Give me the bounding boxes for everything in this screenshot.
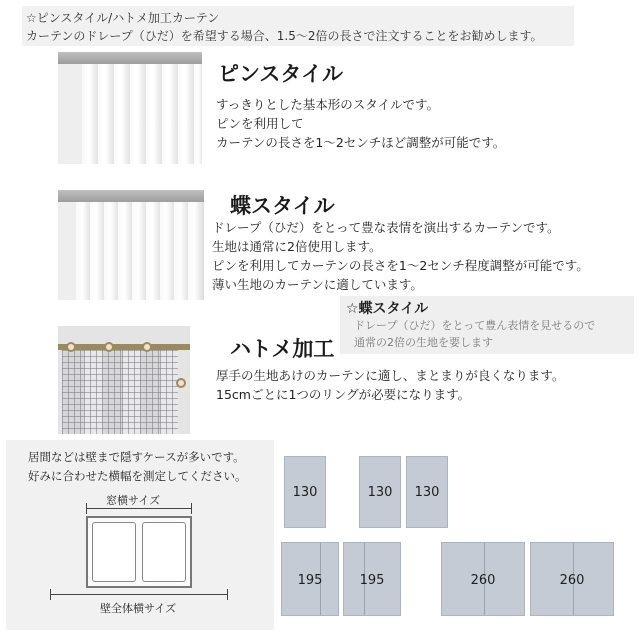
note-line: 通常の2倍の生地を要します: [354, 336, 493, 349]
wall-width-line: [50, 594, 228, 595]
desc-line: ピンを利用して: [216, 116, 304, 131]
size-panel-130: [284, 456, 326, 528]
section-desc-grommet: [216, 366, 564, 404]
section-desc-pin-style: [216, 95, 505, 152]
desc-line: カーテンの長さを1〜2センチほど調整が可能です。: [216, 135, 506, 150]
desc-line: 厚手の生地あけのカーテンに適し、まとまりが良くなります。: [216, 368, 565, 383]
section-title-butterfly-style: 蝶スタイル: [230, 194, 335, 218]
wall-note-line: 居間などは壁まで隠すケースが多いです。: [28, 450, 245, 464]
note-title: ☆蝶スタイル: [346, 301, 429, 317]
section-title-pin-style: ピンスタイル: [218, 62, 343, 86]
window-frame: [86, 516, 192, 588]
window-width-label: 窓横サイズ: [106, 494, 161, 507]
size-value: 130: [292, 485, 318, 500]
size-panel-195: [343, 542, 401, 616]
note-line: ドレープ（ひだ）をとって豊ん表情を見せるので: [354, 319, 596, 332]
size-value: 130: [367, 485, 393, 500]
size-panel-260: [441, 542, 525, 616]
grommet-style-photo: [58, 326, 190, 434]
note-body: [354, 317, 595, 351]
header-title: ☆ピンスタイル/ハトメ加工カーテン: [26, 11, 220, 25]
size-panel-130: [406, 456, 448, 528]
wall-measure-diagram: [6, 440, 274, 630]
section-title-grommet: ハトメ加工: [230, 337, 335, 361]
desc-line: 薄い生地のカーテンに適しています。: [212, 277, 423, 292]
wall-note-line: 好みに合わせた横幅を測定してください。: [28, 469, 247, 483]
window-width-line: [86, 508, 192, 509]
pin-style-photo: [58, 52, 202, 164]
header-banner: [22, 6, 574, 46]
size-value: 260: [559, 573, 585, 588]
butterfly-note-box: [340, 296, 634, 354]
desc-line: ピンを利用してカーテンの長さを1〜2センチ程度調整が可能です。: [212, 258, 589, 273]
size-panel-130: [359, 456, 401, 528]
size-value: 130: [414, 485, 440, 500]
size-panel-195: [281, 542, 339, 616]
section-desc-butterfly-style: [212, 218, 589, 294]
size-value: 195: [359, 573, 385, 588]
desc-line: すっきりとした基本形のスタイルです。: [216, 97, 440, 112]
desc-line: 生地は通常に2倍使用します。: [212, 239, 382, 254]
window-pane-right: [142, 522, 186, 582]
desc-line: ドレープ（ひだ）をとって豊な表情を演出するカーテンです。: [212, 220, 560, 235]
size-value: 195: [297, 573, 323, 588]
header-subtitle: カーテンのドレープ（ひだ）を希望する場合、1.5〜2倍の長さで注文することをお勧めします。: [26, 29, 543, 43]
desc-line: 15cmごとに1つのリングが必要になります。: [216, 387, 471, 402]
size-panel-260: [530, 542, 614, 616]
size-value: 260: [470, 573, 496, 588]
window-pane-left: [92, 522, 136, 582]
butterfly-style-photo: [58, 190, 204, 300]
wall-width-label: 壁全体横サイズ: [100, 602, 177, 615]
